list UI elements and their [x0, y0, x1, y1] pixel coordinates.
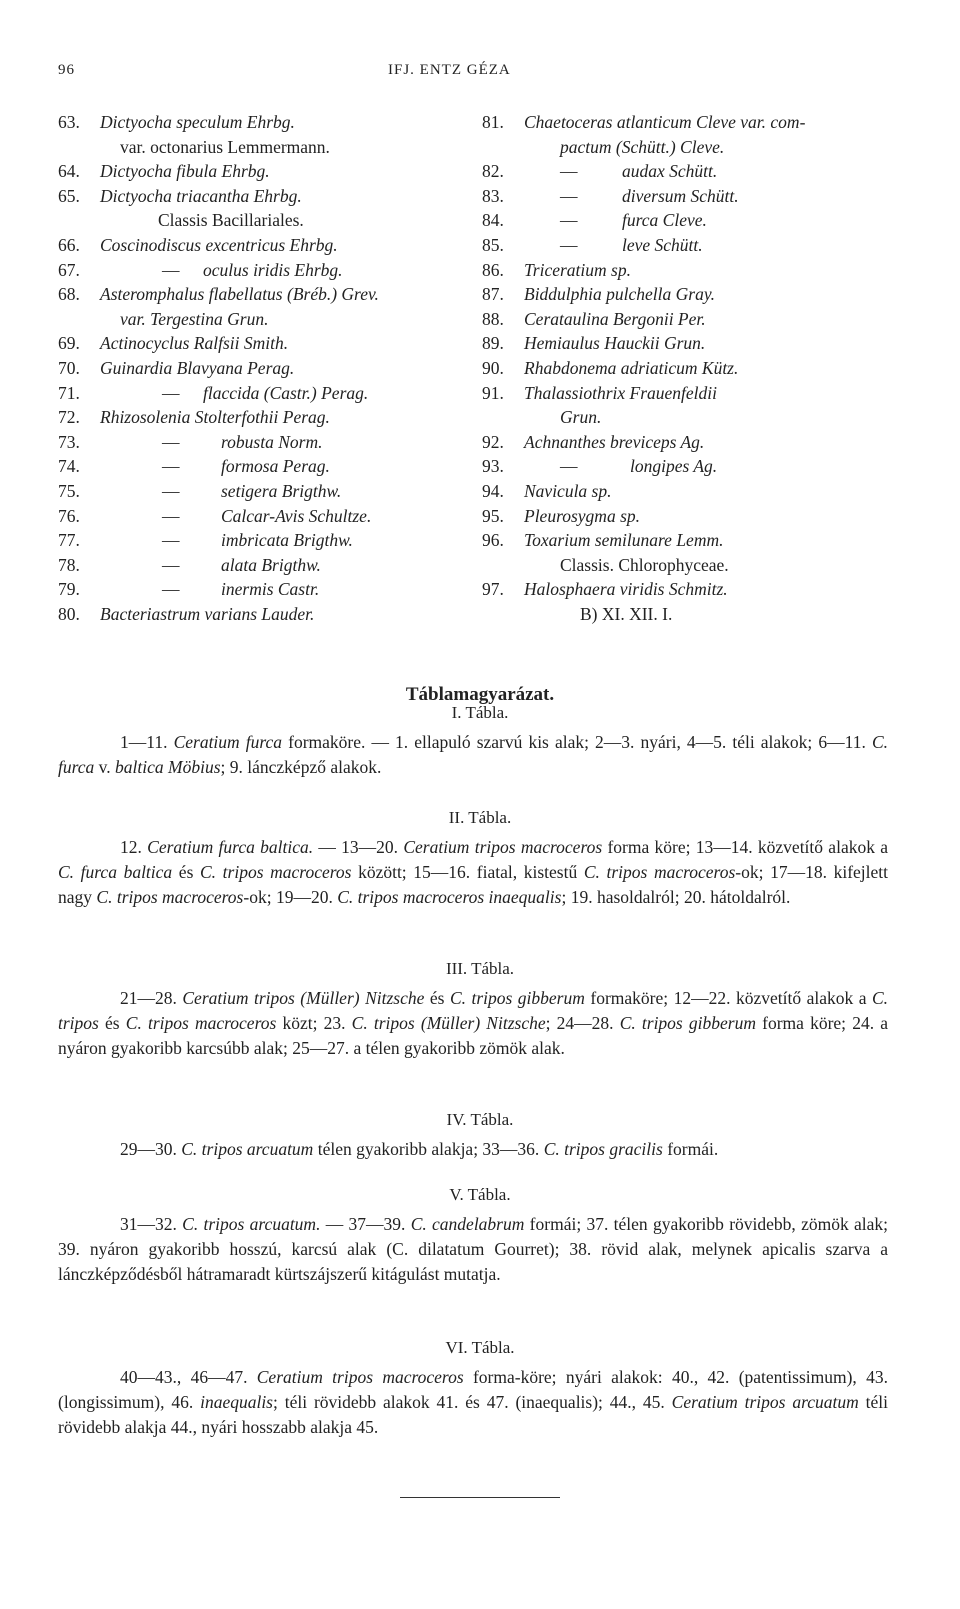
- species-entry: [482, 602, 902, 627]
- description-text: téli rövidebb alakja 44., nyári hosszabb alakja 45.: [58, 1392, 889, 1437]
- entry-number: 67.: [58, 259, 80, 280]
- species-name: leve Schütt.: [622, 234, 703, 255]
- ditto-dash: —: [560, 456, 578, 477]
- taxon-name: C. tripos macroceros: [125, 1013, 277, 1033]
- plate-description: [58, 1212, 888, 1287]
- species-entry: [58, 184, 458, 209]
- entry-number: 65.: [58, 185, 80, 206]
- description-text: — 13—20.: [313, 837, 404, 857]
- species-name: Thalassiothrix Frauenfeldii: [524, 382, 717, 403]
- description-text: ; 9. lánczképző alakok.: [220, 757, 382, 777]
- species-list-left: [58, 110, 458, 626]
- taxon-name: C. tripos macroceros: [200, 862, 352, 882]
- entry-number: 79.: [58, 579, 80, 600]
- entry-number: 88.: [482, 308, 504, 329]
- species-name: Guinardia Blavyana Perag.: [100, 357, 295, 378]
- species-entry: [482, 233, 902, 258]
- plate-description: [58, 835, 888, 910]
- plate-heading: III. Tábla.: [445, 959, 515, 978]
- taxon-name: C. tripos gracilis: [543, 1139, 663, 1159]
- species-name: longipes Ag.: [630, 456, 718, 477]
- entry-number: 78.: [58, 554, 80, 575]
- ditto-dash: —: [162, 505, 180, 526]
- taxon-name: C. tripos macroceros: [583, 862, 736, 882]
- species-entry: [58, 504, 458, 529]
- description-text: ; téli rövidebb alakok 41. és 47. (inaequalis); 44., 45.: [273, 1392, 672, 1412]
- entry-number: 82.: [482, 161, 504, 182]
- taxon-name: C. tripos arcuatum.: [182, 1214, 321, 1234]
- description-text: formái.: [662, 1139, 719, 1159]
- species-entry: [482, 381, 902, 406]
- ditto-dash: —: [162, 480, 180, 501]
- description-text: forma-köre; nyári alakok: 40., 42. (patentissimum), 43. (longissimum), 46.: [58, 1367, 888, 1412]
- species-entry: [482, 307, 902, 332]
- ditto-dash: —: [162, 579, 180, 600]
- description-text: és: [424, 988, 450, 1008]
- species-name: diversum Schütt.: [622, 185, 739, 206]
- taxon-name: C. furca: [58, 732, 888, 777]
- species-name: Halosphaera viridis Schmitz.: [524, 579, 728, 600]
- description-text: 29—30.: [120, 1139, 182, 1159]
- taxon-name: C. tripos gibberum: [449, 988, 585, 1008]
- entry-number: 81.: [482, 112, 504, 132]
- species-name: furca Cleve.: [622, 210, 707, 231]
- description-text: 21—28.: [120, 988, 183, 1008]
- species-entry: [482, 331, 902, 356]
- species-entry: [58, 528, 458, 553]
- page-number: 96: [58, 62, 75, 78]
- species-entry: [58, 208, 458, 233]
- species-name: B) XI. XII. I.: [580, 603, 673, 624]
- explanation-title: Táblamagyarázat.: [405, 684, 555, 705]
- taxon-name: C. tripos arcuatum: [181, 1139, 314, 1159]
- species-entry: [58, 331, 458, 356]
- taxon-name: baltica Möbius: [115, 757, 221, 777]
- taxon-name: C. tripos macroceros: [96, 887, 244, 907]
- entry-number: 80.: [58, 603, 80, 624]
- ditto-dash: —: [162, 456, 180, 477]
- species-name: imbricata Brigthw.: [221, 530, 353, 551]
- species-entry: [482, 479, 902, 504]
- description-text: — 37—39.: [320, 1214, 411, 1234]
- entry-number: 63.: [58, 112, 80, 132]
- species-entry: [58, 381, 458, 406]
- species-entry: [58, 454, 458, 479]
- taxon-name: Ceratium furca: [173, 732, 283, 752]
- species-entry: [58, 233, 458, 258]
- entry-number: 66.: [58, 234, 80, 255]
- ditto-dash: —: [560, 234, 578, 255]
- species-name: alata Brigthw.: [221, 554, 321, 575]
- species-entry: [482, 135, 902, 160]
- plate-description: [58, 1365, 888, 1440]
- entry-number: 92.: [482, 431, 504, 452]
- entry-number: 97.: [482, 579, 504, 600]
- entry-number: 76.: [58, 505, 80, 526]
- taxon-name: Ceratium tripos (Müller) Nitzsche: [182, 988, 425, 1008]
- species-entry: [482, 110, 902, 135]
- species-name: Grun.: [560, 407, 602, 428]
- entry-number: 91.: [482, 382, 504, 403]
- species-name: Calcar-Avis Schultze.: [221, 505, 372, 526]
- description-text: ; 19. hasoldalról; 20. hátoldalról.: [561, 887, 791, 907]
- entry-number: 77.: [58, 530, 80, 551]
- description-text: 1—11.: [120, 732, 174, 752]
- taxon-name: Ceratium tripos arcuatum: [671, 1392, 859, 1412]
- species-name: Dictyocha triacantha Ehrbg.: [100, 185, 302, 206]
- species-entry: [482, 577, 902, 602]
- taxon-name: inaequalis: [200, 1392, 273, 1412]
- species-entry: [58, 258, 458, 283]
- species-entry: [482, 504, 902, 529]
- ditto-dash: —: [560, 185, 578, 206]
- description-text: 40—43., 46—47.: [120, 1367, 257, 1387]
- entry-number: 64.: [58, 161, 80, 182]
- species-name: Pleurosygma sp.: [524, 505, 641, 526]
- taxon-name: C. tripos gibberum: [619, 1013, 756, 1033]
- species-entry: [58, 110, 458, 135]
- species-name: Navicula sp.: [524, 480, 612, 501]
- species-name: audax Schütt.: [622, 161, 718, 182]
- ditto-dash: —: [162, 530, 180, 551]
- species-entry: [482, 282, 902, 307]
- taxon-name: Ceratium tripos macroceros: [256, 1367, 464, 1387]
- ditto-dash: —: [162, 554, 180, 575]
- description-text: és: [98, 1013, 126, 1033]
- entry-number: 74.: [58, 456, 80, 477]
- description-text: közt; 23.: [276, 1013, 352, 1033]
- species-name: Biddulphia pulchella Gray.: [524, 284, 716, 305]
- species-entry: [482, 528, 902, 553]
- taxon-name: C. tripos: [58, 988, 889, 1033]
- species-name: Bacteriastrum varians Lauder.: [100, 603, 315, 624]
- plate-description: [58, 730, 888, 780]
- species-name: oculus iridis Ehrbg.: [203, 259, 343, 280]
- description-text: formaköre; 12—22. közvetítő alakok a: [584, 988, 872, 1008]
- entry-number: 84.: [482, 210, 504, 231]
- description-text: 12.: [120, 837, 148, 857]
- plate-heading: IV. Tábla.: [446, 1110, 514, 1129]
- entry-number: 93.: [482, 456, 504, 477]
- running-head: IFJ. ENTZ GÉZA: [388, 62, 511, 78]
- entry-number: 89.: [482, 333, 504, 354]
- species-entry: [58, 430, 458, 455]
- ditto-dash: —: [162, 431, 180, 452]
- taxon-name: C. candelabrum: [410, 1214, 525, 1234]
- species-name: Hemiaulus Hauckii Grun.: [524, 333, 706, 354]
- species-name: Actinocyclus Ralfsii Smith.: [100, 333, 289, 354]
- entry-number: 72.: [58, 407, 80, 428]
- species-entry: [58, 135, 458, 160]
- species-name: Classis Bacillariales.: [158, 210, 304, 231]
- species-name: Classis. Chlorophyceae.: [560, 554, 729, 575]
- description-text: formái; 37. télen gyakoribb rövidebb, zömök alak; 39. nyáron gyakoribb hosszú, karcsú alak (C. dilatatum Gourret); 38. rövid alak, melynek apicalis szarva a lánczképződésből hátramaradt kürtszájszerű kitágulást mutatja.: [58, 1214, 888, 1284]
- entry-number: 68.: [58, 284, 80, 305]
- species-entry: [482, 159, 902, 184]
- species-name: robusta Norm.: [221, 431, 323, 452]
- species-name: pactum (Schütt.) Cleve.: [560, 136, 725, 157]
- species-entry: [482, 184, 902, 209]
- plate-description: [58, 1137, 888, 1162]
- species-entry: [482, 356, 902, 381]
- species-entry: [58, 405, 458, 430]
- description-text: -ok; 19—20.: [243, 887, 338, 907]
- species-entry: [482, 454, 902, 479]
- species-list-right: [482, 110, 902, 626]
- description-text: ; 24—28.: [545, 1013, 620, 1033]
- entry-number: 94.: [482, 480, 504, 501]
- species-name: var. octonarius Lemmermann.: [120, 136, 330, 157]
- description-text: télen gyakoribb alakja; 33—36.: [313, 1139, 544, 1159]
- species-entry: [58, 577, 458, 602]
- species-name: Cerataulina Bergonii Per.: [524, 308, 706, 329]
- species-name: inermis Castr.: [221, 579, 320, 600]
- species-entry: [58, 602, 458, 627]
- entry-number: 87.: [482, 284, 504, 305]
- taxon-name: C. tripos macroceros inaequalis: [337, 887, 562, 907]
- ditto-dash: —: [560, 210, 578, 231]
- ditto-dash: —: [560, 161, 578, 182]
- species-entry: [58, 479, 458, 504]
- entry-number: 90.: [482, 357, 504, 378]
- species-entry: [58, 356, 458, 381]
- entry-number: 70.: [58, 357, 80, 378]
- taxon-name: C. tripos (Müller) Nitzsche: [351, 1013, 546, 1033]
- description-text: forma köre; 13—14. közvetítő alakok a: [602, 837, 889, 857]
- species-name: Chaetoceras atlanticum Cleve var. com-: [524, 112, 806, 132]
- ditto-dash: —: [162, 259, 180, 280]
- taxon-name: Ceratium furca baltica.: [147, 837, 314, 857]
- plate-heading: VI. Tábla.: [445, 1338, 515, 1357]
- species-name: Achnanthes breviceps Ag.: [524, 431, 705, 452]
- species-name: Dictyocha fibula Ehrbg.: [100, 161, 270, 182]
- species-name: Rhabdonema adriaticum Kütz.: [524, 357, 739, 378]
- entry-number: 71.: [58, 382, 80, 403]
- description-text: 31—32.: [120, 1214, 183, 1234]
- species-name: Asteromphalus flabellatus (Bréb.) Grev.: [100, 284, 379, 305]
- species-name: Rhizosolenia Stolterfothii Perag.: [100, 407, 330, 428]
- species-entry: [58, 553, 458, 578]
- entry-number: 95.: [482, 505, 504, 526]
- closing-rule: [400, 1497, 560, 1498]
- species-entry: [482, 553, 902, 578]
- species-name: Triceratium sp.: [524, 259, 631, 280]
- description-text: -ok; 17—18. kifejlett nagy: [58, 862, 889, 907]
- species-name: Coscinodiscus excentricus Ehrbg.: [100, 234, 338, 255]
- species-name: Toxarium semilunare Lemm.: [524, 530, 724, 551]
- species-entry: [58, 159, 458, 184]
- description-text: forma köre; 24. a nyáron gyakoribb karcsúbb alak; 25—27. a télen gyakoribb zömök alak.: [58, 1013, 889, 1058]
- entry-number: 86.: [482, 259, 504, 280]
- description-text: formaköre. — 1. ellapuló szarvú kis alak; 2—3. nyári, 4—5. téli alakok; 6—11.: [282, 732, 872, 752]
- plate-description: [58, 986, 888, 1061]
- species-entry: [482, 258, 902, 283]
- taxon-name: C. furca baltica: [58, 862, 173, 882]
- species-name: formosa Perag.: [221, 456, 330, 477]
- entry-number: 83.: [482, 185, 504, 206]
- taxon-name: Ceratium tripos macroceros: [403, 837, 603, 857]
- species-entry: [482, 405, 902, 430]
- species-entry: [58, 282, 458, 307]
- entry-number: 73.: [58, 431, 80, 452]
- species-name: setigera Brigthw.: [221, 480, 342, 501]
- description-text: között; 15—16. fiatal, kistestű: [351, 862, 584, 882]
- species-name: flaccida (Castr.) Perag.: [203, 382, 369, 403]
- species-entry: [58, 307, 458, 332]
- entry-number: 96.: [482, 530, 504, 551]
- species-entry: [482, 208, 902, 233]
- description-text: és: [172, 862, 200, 882]
- entry-number: 69.: [58, 333, 80, 354]
- ditto-dash: —: [162, 382, 180, 403]
- entry-number: 85.: [482, 234, 504, 255]
- species-name: Dictyocha speculum Ehrbg.: [100, 112, 295, 132]
- species-name: var. Tergestina Grun.: [120, 308, 269, 329]
- plate-heading: II. Tábla.: [448, 808, 512, 827]
- description-text: v.: [94, 757, 116, 777]
- plate-heading: I. Tábla.: [451, 703, 509, 722]
- species-entry: [482, 430, 902, 455]
- entry-number: 75.: [58, 480, 80, 501]
- plate-heading: V. Tábla.: [449, 1185, 511, 1204]
